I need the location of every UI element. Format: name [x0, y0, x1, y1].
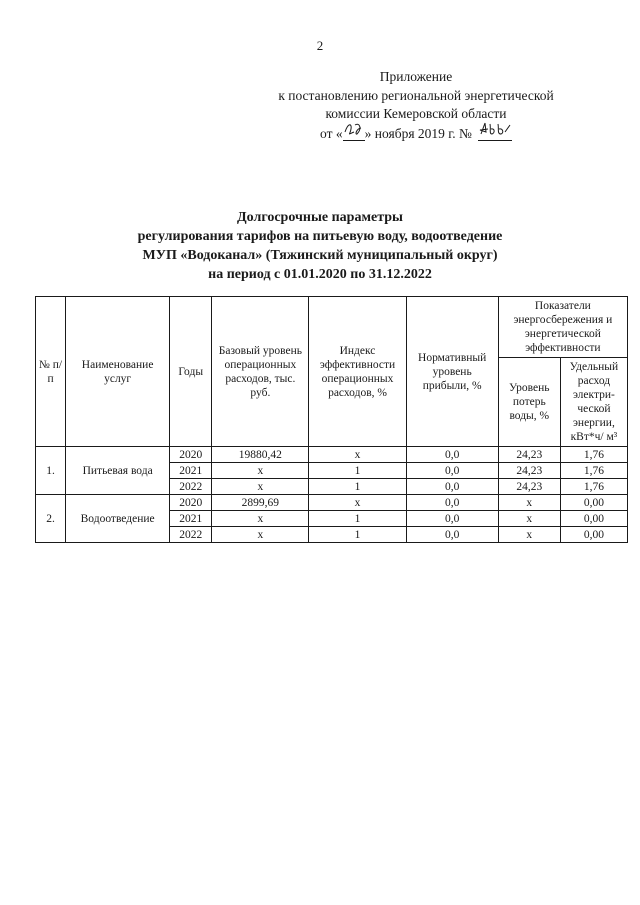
cell-index: x — [309, 495, 406, 511]
cell-profit: 0,0 — [406, 495, 498, 511]
handwritten-day — [343, 124, 365, 141]
cell-profit: 0,0 — [406, 511, 498, 527]
cell-loss: x — [498, 495, 560, 511]
appendix-header — [246, 68, 586, 143]
appendix-line-3: комиссии Кемеровской области — [325, 106, 507, 121]
date-prefix: от « — [320, 125, 343, 141]
cell-loss: x — [498, 527, 560, 543]
page-number: 2 — [316, 38, 324, 53]
row-service: Питьевая вода — [66, 447, 170, 495]
header-profit-level: Нормативный уровень прибыли, % — [406, 297, 498, 447]
cell-base: x — [212, 511, 309, 527]
header-years: Годы — [170, 297, 212, 447]
cell-base: x — [212, 463, 309, 479]
parameters-table — [35, 296, 628, 543]
row-num: 1. — [36, 447, 66, 495]
cell-year: 2022 — [170, 479, 212, 495]
header-efficiency-index: Индекс эффективности операционных расходов, % — [309, 297, 406, 447]
cell-index: 1 — [309, 463, 406, 479]
date-suffix: » ноября 2019 г. № — [364, 125, 472, 141]
cell-year: 2021 — [170, 463, 212, 479]
cell-consumption: 1,76 — [560, 463, 627, 479]
cell-index: 1 — [309, 527, 406, 543]
title-line-3: МУП «Водоканал» (Тяжинский муниципальный округ) — [142, 248, 498, 263]
cell-loss: x — [498, 511, 560, 527]
cell-index: 1 — [309, 511, 406, 527]
table-row — [36, 447, 628, 463]
row-service: Водоотведение — [66, 495, 170, 543]
cell-base: x — [212, 527, 309, 543]
cell-profit: 0,0 — [406, 479, 498, 495]
appendix-date-line — [246, 124, 586, 144]
cell-base: x — [212, 479, 309, 495]
cell-consumption: 0,00 — [560, 527, 627, 543]
title-line-1: Долгосрочные параметры — [237, 210, 403, 225]
cell-year: 2020 — [170, 495, 212, 511]
header-specific-consumption: Удельный расход электри-ческой энергии, кВт*ч/ м³ — [560, 358, 627, 447]
cell-loss: 24,23 — [498, 479, 560, 495]
appendix-line-1: Приложение — [379, 69, 453, 84]
title-line-4: на период с 01.01.2020 по 31.12.2022 — [208, 267, 432, 282]
cell-year: 2020 — [170, 447, 212, 463]
cell-base: 19880,42 — [212, 447, 309, 463]
cell-year: 2022 — [170, 527, 212, 543]
handwritten-order-number — [478, 124, 512, 141]
cell-consumption: 1,76 — [560, 447, 627, 463]
header-num: № п/п — [36, 297, 66, 447]
header-base-level: Базовый уровень операционных расходов, тыс. руб. — [212, 297, 309, 447]
cell-loss: 24,23 — [498, 447, 560, 463]
cell-index: x — [309, 447, 406, 463]
appendix-line-2: к постановлению региональной энергетической — [278, 87, 554, 103]
cell-profit: 0,0 — [406, 447, 498, 463]
cell-profit: 0,0 — [406, 463, 498, 479]
cell-year: 2021 — [170, 511, 212, 527]
cell-loss: 24,23 — [498, 463, 560, 479]
title-line-2: регулирования тарифов на питьевую воду, водоотведение — [137, 229, 503, 244]
document-title — [0, 208, 640, 284]
table-row — [36, 495, 628, 511]
header-water-loss: Уровень потерь воды, % — [498, 358, 560, 447]
cell-consumption: 0,00 — [560, 495, 627, 511]
header-service: Наименование услуг — [66, 297, 170, 447]
cell-profit: 0,0 — [406, 527, 498, 543]
cell-consumption: 0,00 — [560, 511, 627, 527]
header-energy-group: Показатели энергосбережения и энергетической эффективности — [498, 297, 627, 358]
row-num: 2. — [36, 495, 66, 543]
cell-index: 1 — [309, 479, 406, 495]
cell-consumption: 1,76 — [560, 479, 627, 495]
cell-base: 2899,69 — [212, 495, 309, 511]
